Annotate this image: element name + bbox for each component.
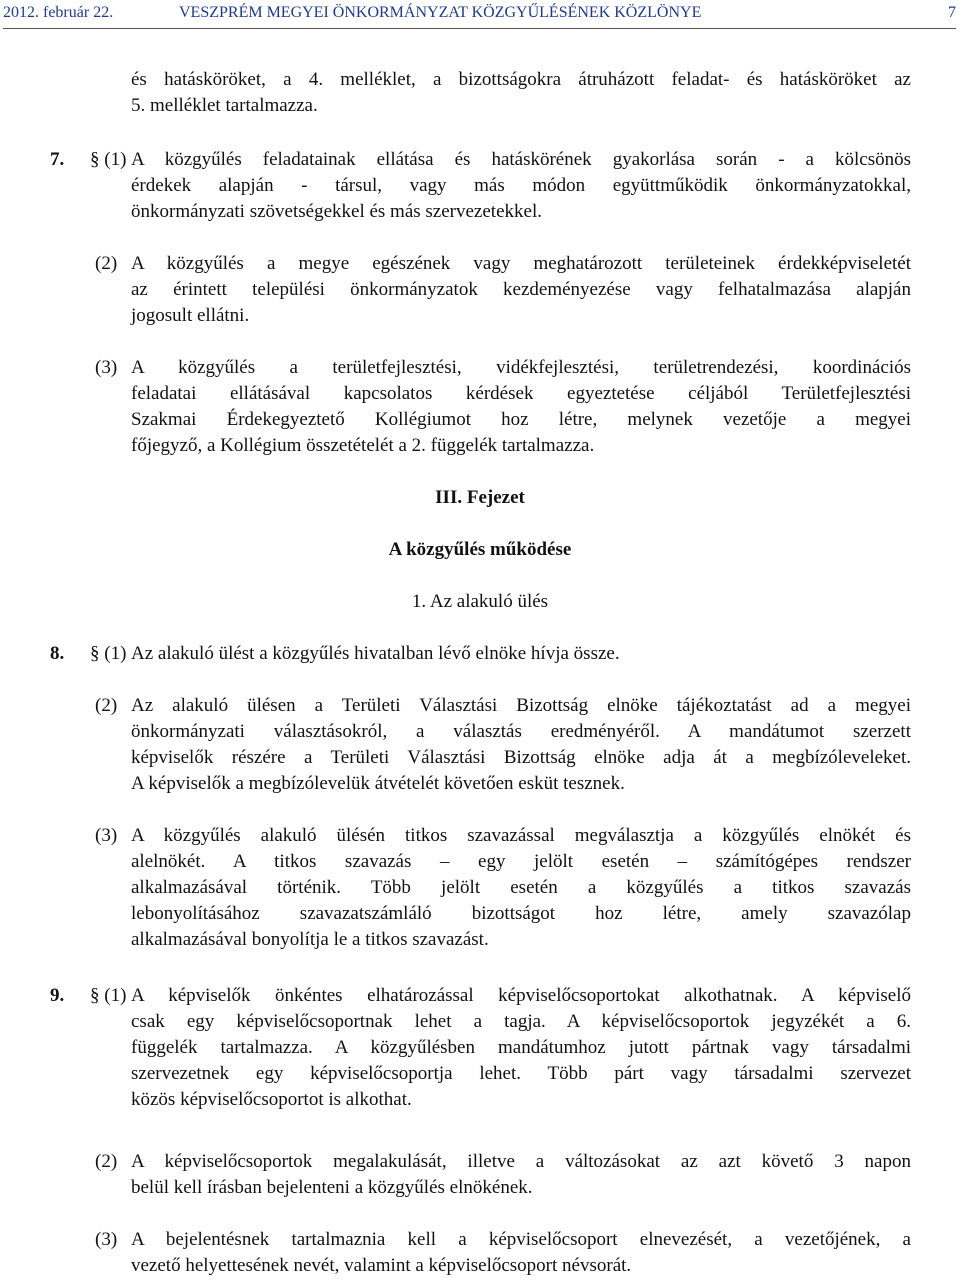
text-line: 5. melléklet tartalmazza. [131,95,318,116]
section-9-para-3-label: (3) [95,1229,118,1250]
section-7-para-2-label: (2) [95,253,118,274]
section-9-para-1-label: § (1) [90,985,127,1006]
text-line: A bejelentésnek tartalmaznia kell a képviselőcsoport elnevezését, a vezetőjének, a [131,1229,911,1250]
section-8-para-2 [131,693,911,797]
text-line: belül kell írásban bejelenteni a közgyűlés elnökének. [131,1177,533,1198]
text-line: Szakmai Érdekegyeztető Kollégiumot hoz létre, melynek vezetője a megyei [131,409,911,430]
text-line: A közgyűlés feladatainak ellátása és hatáskörének gyakorlása során - a kölcsönös [131,149,911,170]
text-line: főjegyző, a Kollégium összetételét a 2. függelék tartalmazza. [131,435,595,456]
page-number: 7 [948,4,956,21]
chapter-number: III. Fejezet [435,487,525,508]
section-8-para-1 [131,641,911,667]
text-line: önkormányzati választásokról, a választás eredményéről. A mandátumot szerzett [131,721,911,742]
text-line: A közgyűlés a megye egészének vagy meghatározott területeinek érdekképviseletét [131,253,911,274]
text-line: függelék tartalmazza. A közgyűlésben mandátumhoz jutott pártnak vagy társadalmi [131,1037,911,1058]
section-7-para-3-label: (3) [95,357,118,378]
section-8-para-1-label: § (1) [90,643,127,664]
page-header [3,0,956,29]
text-line: és hatásköröket, a 4. melléklet, a bizottságokra átruházott feladat- és hatásköröket az [131,69,911,90]
chapter-title: A közgyűlés működése [388,539,572,560]
text-line: alelnökét. A titkos szavazás – egy jelölt esetén – számítógépes rendszer [131,851,911,872]
text-line: Az alakuló ülést a közgyűlés hivatalban lévő elnöke hívja össze. [131,643,620,664]
text-line: vezető helyettesének nevét, valamint a képviselőcsoport névsorát. [131,1255,632,1276]
section-9-para-3 [131,1227,911,1279]
section-7-para-3 [131,355,911,459]
text-line: A képviselők önkéntes elhatározással képviselőcsoportokat alkothatnak. A képviselő [131,985,911,1006]
text-line: A képviselőcsoportok megalakulását, illetve a változásokat az azt követő 3 napon [131,1151,911,1172]
text-line: jogosult ellátni. [131,305,250,326]
text-line: Az alakuló ülésen a Területi Választási Bizottság elnöke tájékoztatást ad a megyei [131,695,911,716]
text-line: érdekek alapján - társul, vagy más módon együttműködik önkormányzatokkal, [131,175,911,196]
section-9-para-1 [131,983,911,1113]
text-line: közös képviselőcsoportot is alkothat. [131,1089,412,1110]
text-line: lebonyolításához szavazatszámláló bizottságot hoz létre, amely szavazólap [131,903,911,924]
text-line: az érintett települési önkormányzatok kezdeményezése vagy felhatalmazása alapján [131,279,911,300]
section-8-para-3 [131,823,911,953]
text-line: önkormányzati szövetségekkel és más szervezetekkel. [131,201,542,222]
text-line: feladatai ellátásával kapcsolatos kérdések egyeztetése céljából Területfejlesztési [131,383,911,404]
section-9-number: 9. [50,985,65,1006]
text-line: képviselők részére a Területi Választási Bizottság elnöke adja át a megbízóleveleket. [131,747,911,768]
intro-paragraph [131,67,911,119]
section-8-para-2-label: (2) [95,695,118,716]
text-line: alkalmazásával történik. Több jelölt esetén a közgyűlés a titkos szavazás [131,877,911,898]
section-9-para-2-label: (2) [95,1151,118,1172]
text-line: csak egy képviselőcsoportnak lehet a tagja. A képviselőcsoportok jegyzékét a 6. [131,1011,911,1032]
section-7-para-1-label: § (1) [90,149,127,170]
section-9-para-2 [131,1149,911,1201]
text-line: A közgyűlés alakuló ülésén titkos szavazással megválasztja a közgyűlés elnökét és [131,825,911,846]
section-8-para-3-label: (3) [95,825,118,846]
section-7-para-1 [131,147,911,225]
text-line: szervezetnek egy képviselőcsoportja lehet. Több párt vagy társadalmi szervezet [131,1063,911,1084]
text-line: A képviselők a megbízólevelük átvételét követően esküt tesznek. [131,773,625,794]
header-date: 2012. február 22. [3,4,114,21]
subsection-title: 1. Az alakuló ülés [411,591,549,612]
section-8-number: 8. [50,643,65,664]
section-7-number: 7. [50,149,65,170]
section-7-para-2 [131,251,911,329]
text-line: A közgyűlés a területfejlesztési, vidékfejlesztési, területrendezési, koordinációs [131,357,911,378]
text-line: alkalmazásával bonyolítja le a titkos szavazást. [131,929,489,950]
header-title: VESZPRÉM MEGYEI ÖNKORMÁNYZAT KÖZGYŰLÉSÉNEK KÖZLÖNYE [179,4,702,21]
